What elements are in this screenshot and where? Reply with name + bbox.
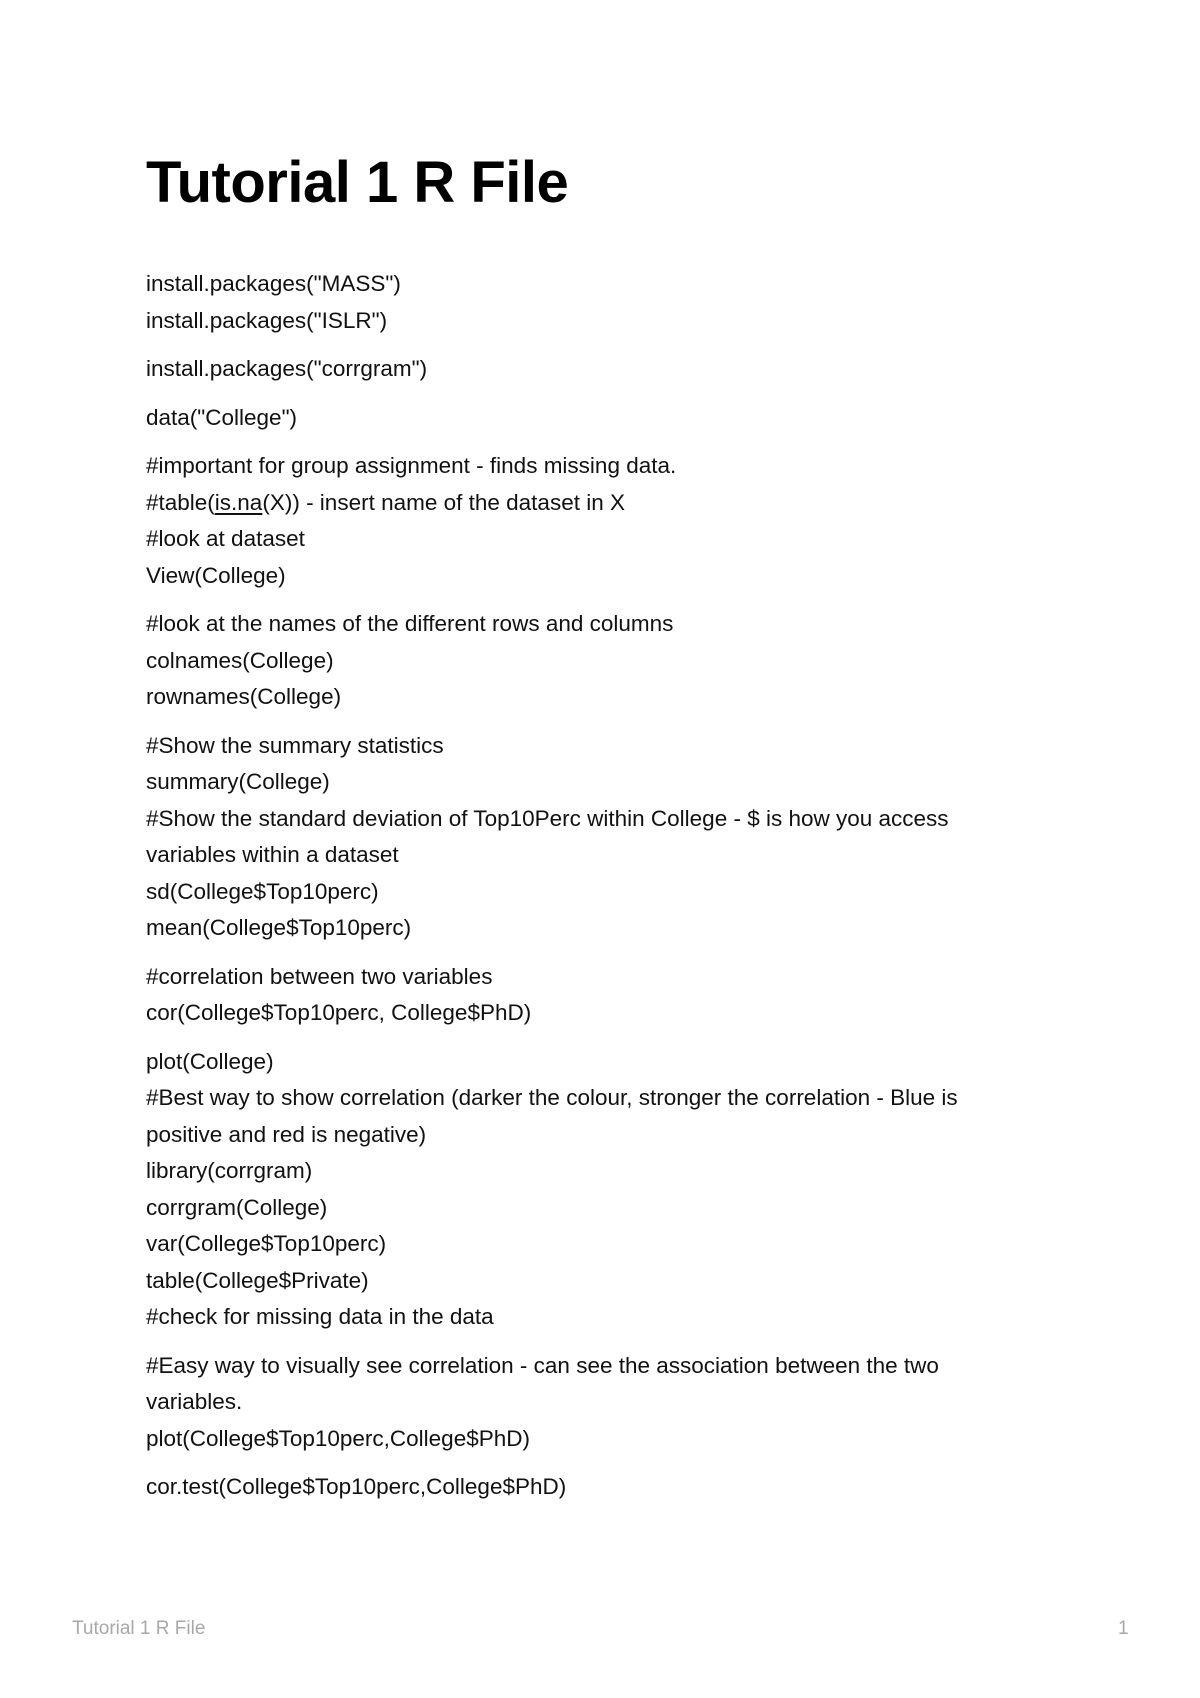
paragraph	[146, 448, 1046, 594]
paragraph	[146, 606, 1046, 716]
paragraph	[146, 1469, 1046, 1506]
document-body	[146, 266, 1046, 1518]
comment-line: variables within a dataset	[146, 842, 399, 867]
paragraph	[146, 351, 1046, 388]
paragraph	[146, 1044, 1046, 1336]
footer-page-number: 1	[1118, 1618, 1129, 1639]
comment-line: #Show the summary statistics	[146, 732, 444, 758]
comment-line-table	[146, 485, 1046, 522]
comment-line: #Easy way to visually see correlation - can see the association between the two	[146, 1352, 939, 1378]
code-line: plot(College$Top10perc,College$PhD)	[146, 1425, 530, 1451]
code-line: colnames(College)	[146, 647, 334, 673]
code-line: corrgram(College)	[146, 1194, 328, 1220]
code-line: rownames(College)	[146, 684, 342, 709]
paragraph	[146, 1348, 1046, 1458]
comment-line: #Show the standard deviation of Top10Perc within College - $ is how you access	[146, 805, 949, 831]
code-line: sd(College$Top10perc)	[146, 878, 379, 904]
is-na-link[interactable]: is.na	[214, 489, 263, 515]
comment-line: #check for missing data in the data	[146, 1304, 494, 1329]
code-line: library(corrgram)	[146, 1158, 313, 1183]
code-line: summary(College)	[146, 769, 330, 794]
table-prefix: #table(	[146, 489, 215, 515]
comment-line: #important for group assignment - finds missing data.	[146, 453, 677, 478]
code-line: plot(College)	[146, 1048, 274, 1074]
code-line: table(College$Private)	[146, 1267, 369, 1293]
comment-line: #look at dataset	[146, 526, 305, 551]
paragraph	[146, 728, 1046, 947]
table-suffix: (X)) - insert name of the dataset in X	[262, 489, 625, 515]
paragraph	[146, 400, 1046, 437]
comment-line: #look at the names of the different rows and columns	[146, 611, 674, 636]
comment-line: variables.	[146, 1389, 243, 1414]
paragraph	[146, 266, 1046, 339]
document-title: Tutorial 1 R File	[146, 150, 569, 215]
code-line: cor.test(College$Top10perc,College$PhD)	[146, 1474, 567, 1499]
code-line: mean(College$Top10perc)	[146, 915, 412, 940]
code-line: install.packages("MASS")	[146, 271, 401, 296]
comment-line: positive and red is negative)	[146, 1121, 427, 1147]
code-line: View(College)	[146, 562, 286, 588]
footer-document-title: Tutorial 1 R File	[72, 1618, 206, 1639]
code-line: data("College")	[146, 404, 298, 430]
code-line: install.packages("corrgram")	[146, 356, 428, 381]
code-line: install.packages("ISLR")	[146, 307, 388, 333]
comment-line: #Best way to show correlation (darker the colour, stronger the correlation - Blue is	[146, 1085, 958, 1110]
code-line: var(College$Top10perc)	[146, 1231, 387, 1256]
comment-line: #correlation between two variables	[146, 963, 493, 989]
paragraph	[146, 959, 1046, 1032]
code-line: cor(College$Top10perc, College$PhD)	[146, 1000, 532, 1025]
